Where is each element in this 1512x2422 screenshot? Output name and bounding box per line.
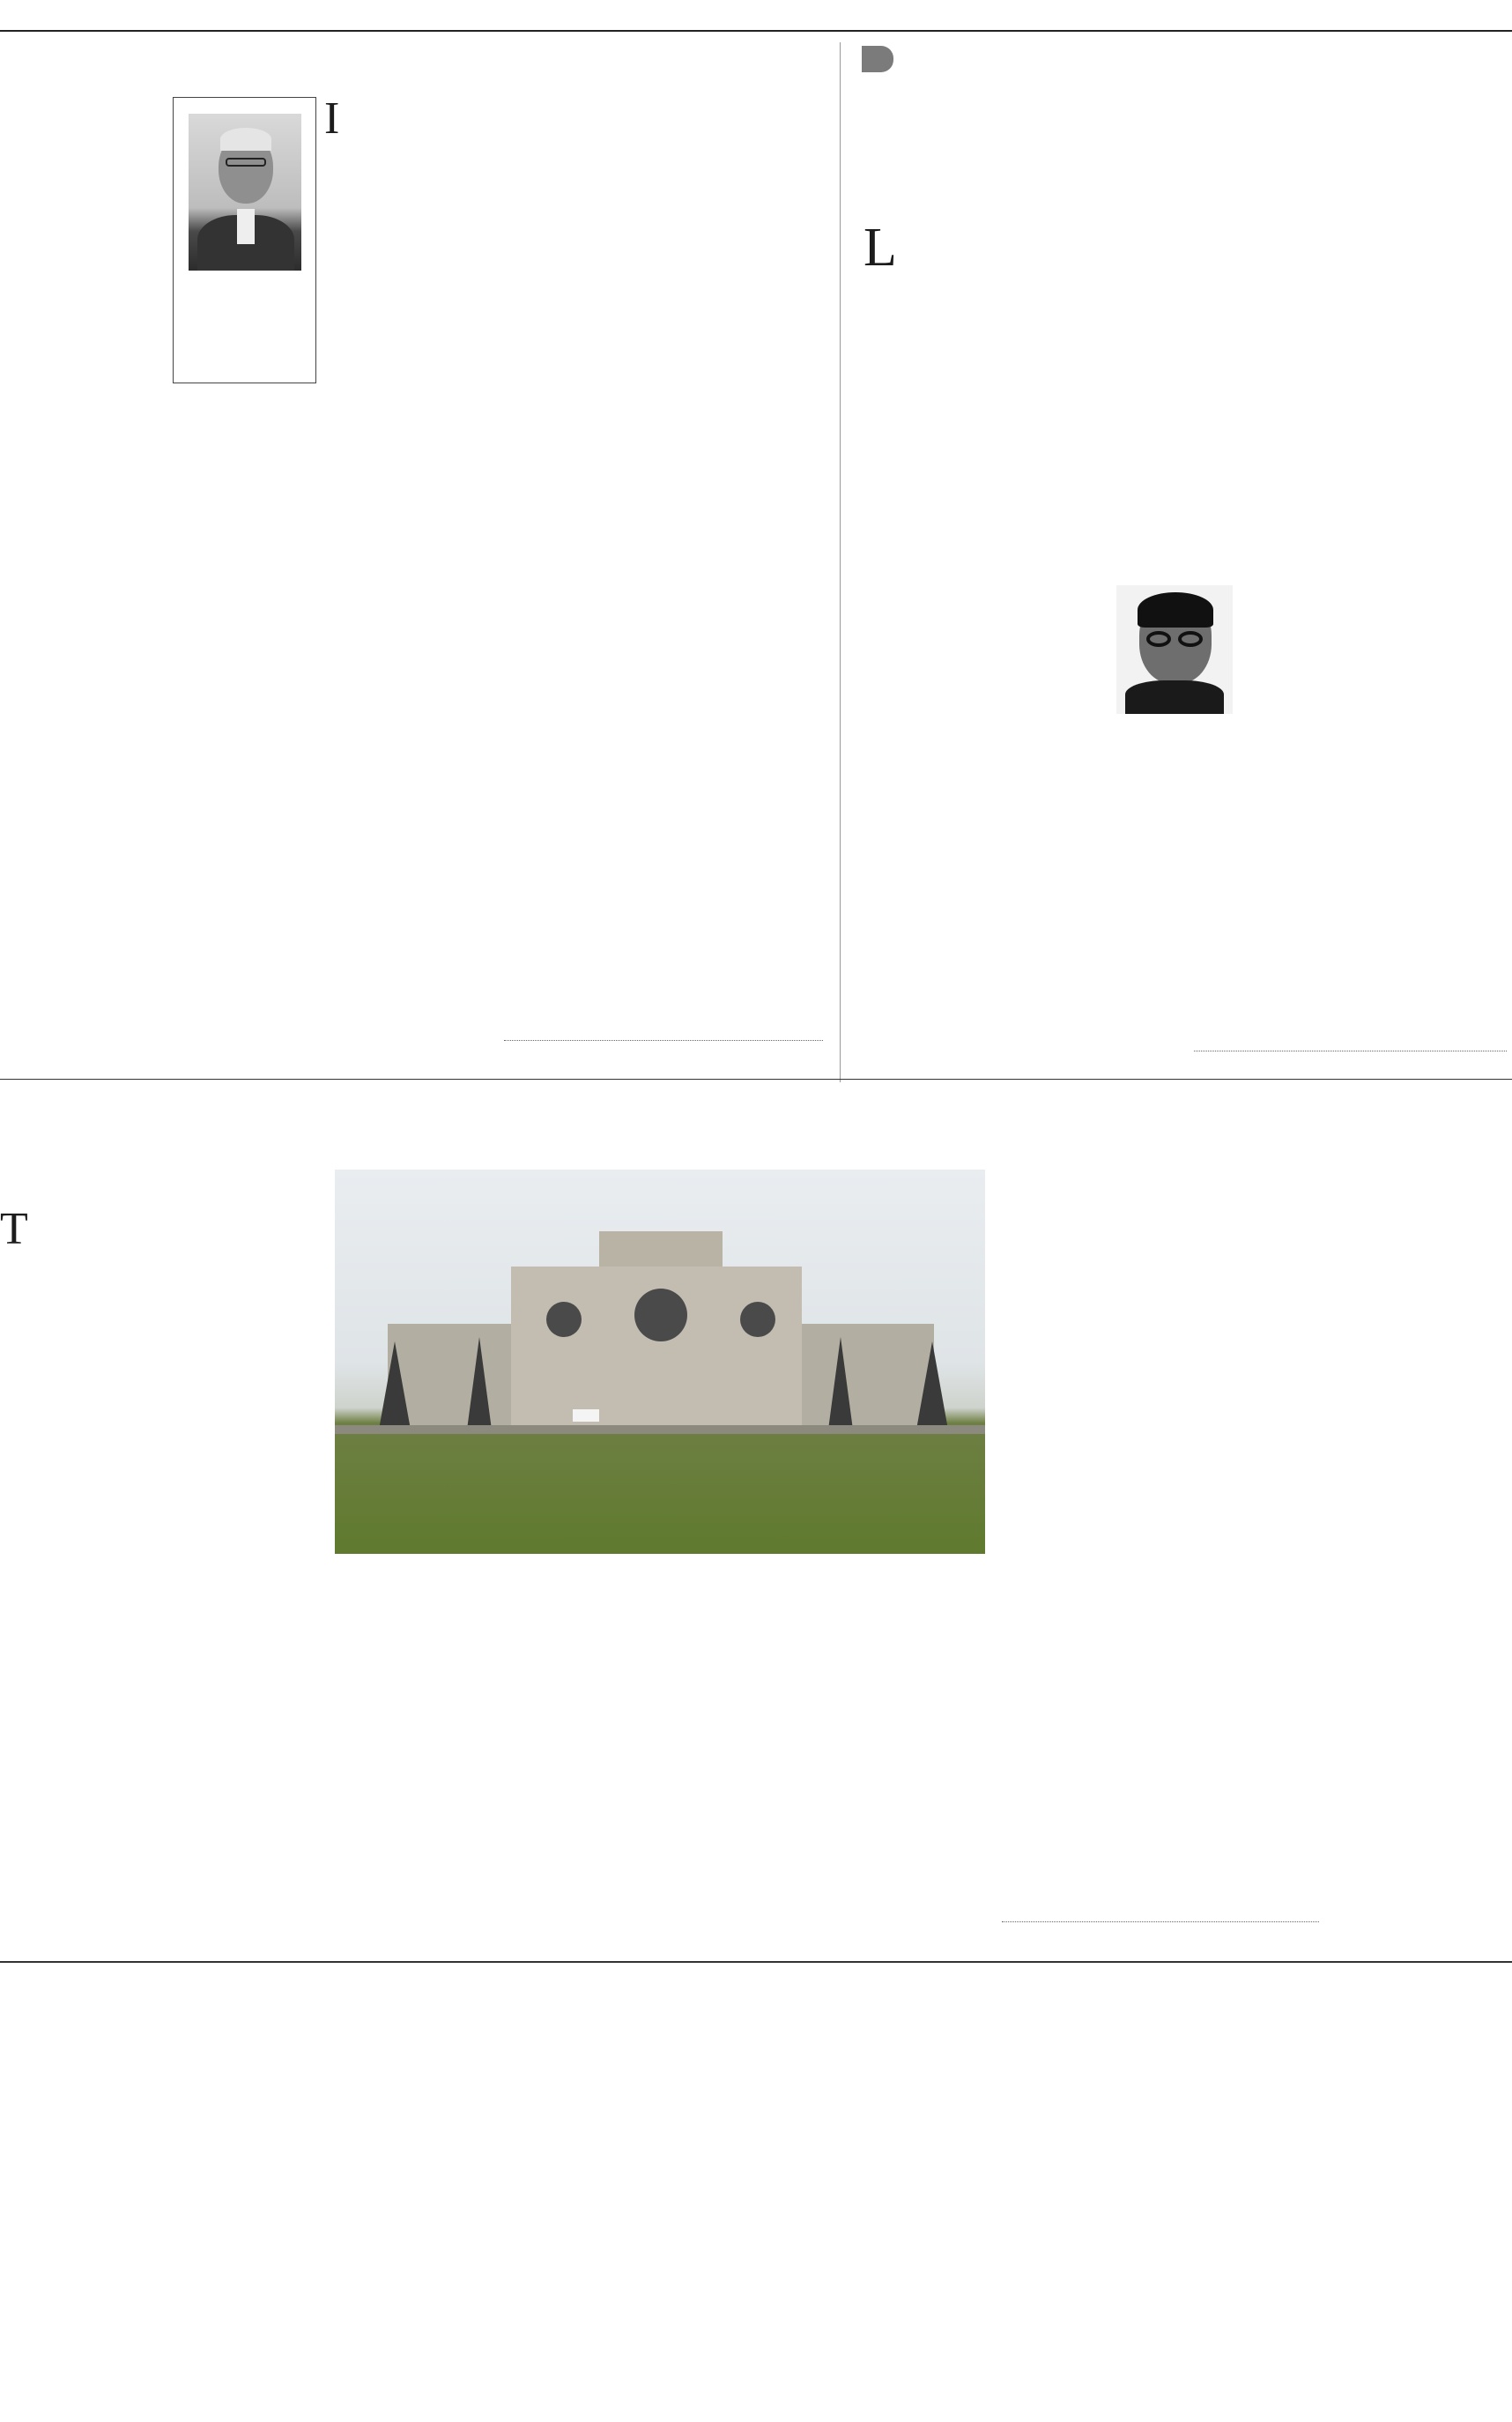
column-divider — [840, 42, 841, 1082]
article-column — [863, 218, 1165, 278]
section-divider — [0, 1961, 1512, 1963]
parliament-photo — [335, 1170, 985, 1554]
divider — [504, 1040, 823, 1041]
section-divider — [0, 1079, 1512, 1080]
drop-cap: T — [0, 1204, 28, 1254]
masthead — [0, 0, 1512, 32]
drop-cap: L — [863, 218, 897, 278]
author-photo — [189, 114, 301, 271]
kicker-label — [862, 46, 893, 72]
column-box — [173, 97, 316, 383]
divider — [1002, 1921, 1319, 1922]
subject-photo — [1116, 585, 1233, 714]
article-column — [324, 93, 493, 144]
article-column — [0, 1204, 322, 1254]
drop-cap: I — [324, 93, 340, 144]
